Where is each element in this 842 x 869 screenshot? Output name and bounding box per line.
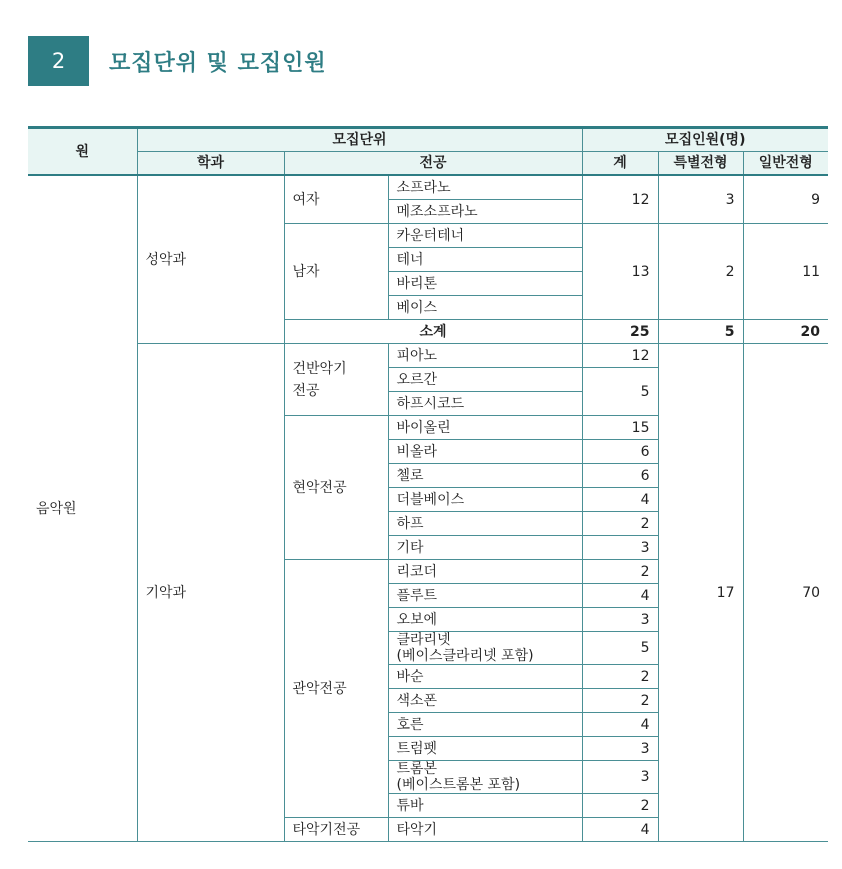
header-quota-group: 모집인원(명) <box>582 128 828 152</box>
major-cell: 색소폰 <box>388 689 582 713</box>
group-label-line: 건반악기 <box>292 360 347 377</box>
major-cell: 베이스 <box>388 296 582 320</box>
major-cell: 플루트 <box>388 584 582 608</box>
major-cell: 오르간 <box>388 368 582 392</box>
major-cell: 트럼펫 <box>388 737 582 761</box>
subtotal-special: 5 <box>658 320 743 344</box>
total-cell: 3 <box>582 761 658 794</box>
major-cell: 리코더 <box>388 560 582 584</box>
total-cell: 4 <box>582 584 658 608</box>
group-cell-female: 여자 <box>284 175 388 224</box>
header-total: 계 <box>582 152 658 176</box>
header-general: 일반전형 <box>743 152 828 176</box>
subtotal-total: 25 <box>582 320 658 344</box>
table-row <box>28 175 828 200</box>
total-cell: 6 <box>582 440 658 464</box>
total-cell: 4 <box>582 488 658 512</box>
major-cell <box>388 632 582 665</box>
major-cell: 더블베이스 <box>388 488 582 512</box>
major-cell: 테너 <box>388 248 582 272</box>
major-cell: 호른 <box>388 713 582 737</box>
total-cell: 2 <box>582 794 658 818</box>
subtotal-label: 소계 <box>284 320 582 344</box>
org-cell: 음악원 <box>28 175 137 842</box>
header-unit-group: 모집단위 <box>137 128 582 152</box>
table-row <box>28 344 828 368</box>
major-cell: 오보에 <box>388 608 582 632</box>
major-note: (베이스트롬본 포함) <box>396 777 521 793</box>
group-cell-percussion: 타악기전공 <box>284 818 388 842</box>
major-cell: 바리톤 <box>388 272 582 296</box>
header-row-2 <box>28 152 828 176</box>
total-cell: 15 <box>582 416 658 440</box>
major-cell: 소프라노 <box>388 175 582 200</box>
total-cell: 2 <box>582 665 658 689</box>
header-org: 원 <box>28 128 137 176</box>
total-cell: 5 <box>582 632 658 665</box>
major-cell: 바순 <box>388 665 582 689</box>
total-cell: 12 <box>582 175 658 224</box>
group-cell-keyboard <box>284 344 388 416</box>
total-cell: 2 <box>582 689 658 713</box>
subtotal-general: 20 <box>743 320 828 344</box>
major-cell: 바이올린 <box>388 416 582 440</box>
major-cell <box>388 761 582 794</box>
header-special: 특별전형 <box>658 152 743 176</box>
major-cell: 비올라 <box>388 440 582 464</box>
major-note: (베이스클라리넷 포함) <box>396 648 534 664</box>
group-label-line: 전공 <box>292 382 320 399</box>
total-cell: 3 <box>582 608 658 632</box>
major-cell: 타악기 <box>388 818 582 842</box>
dept-cell-vocal: 성악과 <box>137 175 284 344</box>
major-cell: 카운터테너 <box>388 224 582 248</box>
section-title: 모집단위 및 모집인원 <box>109 50 327 76</box>
major-cell: 첼로 <box>388 464 582 488</box>
major-line: 트롬본 <box>396 761 438 777</box>
general-cell-instrumental: 70 <box>743 344 828 842</box>
major-cell: 하프시코드 <box>388 392 582 416</box>
group-cell-winds: 관악전공 <box>284 560 388 818</box>
major-cell: 하프 <box>388 512 582 536</box>
major-cell: 튜바 <box>388 794 582 818</box>
header-major: 전공 <box>284 152 582 176</box>
major-cell: 기타 <box>388 536 582 560</box>
special-cell: 3 <box>658 175 743 224</box>
total-cell: 5 <box>582 368 658 416</box>
special-cell-instrumental: 17 <box>658 344 743 842</box>
major-cell: 메조소프라노 <box>388 200 582 224</box>
header-row-1 <box>28 128 828 152</box>
header-dept: 학과 <box>137 152 284 176</box>
quota-table <box>28 126 828 842</box>
total-cell: 4 <box>582 713 658 737</box>
total-cell: 2 <box>582 560 658 584</box>
total-cell: 2 <box>582 512 658 536</box>
major-line: 클라리넷 <box>396 632 451 648</box>
total-cell: 3 <box>582 536 658 560</box>
major-cell: 피아노 <box>388 344 582 368</box>
total-cell: 6 <box>582 464 658 488</box>
group-cell-strings: 현악전공 <box>284 416 388 560</box>
dept-cell-instrumental: 기악과 <box>137 344 284 842</box>
general-cell: 9 <box>743 175 828 224</box>
special-cell: 2 <box>658 224 743 320</box>
group-cell-male: 남자 <box>284 224 388 320</box>
total-cell: 4 <box>582 818 658 842</box>
total-cell: 3 <box>582 737 658 761</box>
general-cell: 11 <box>743 224 828 320</box>
section-number-badge: 2 <box>28 36 89 86</box>
section-header <box>28 36 327 86</box>
total-cell: 12 <box>582 344 658 368</box>
total-cell: 13 <box>582 224 658 320</box>
